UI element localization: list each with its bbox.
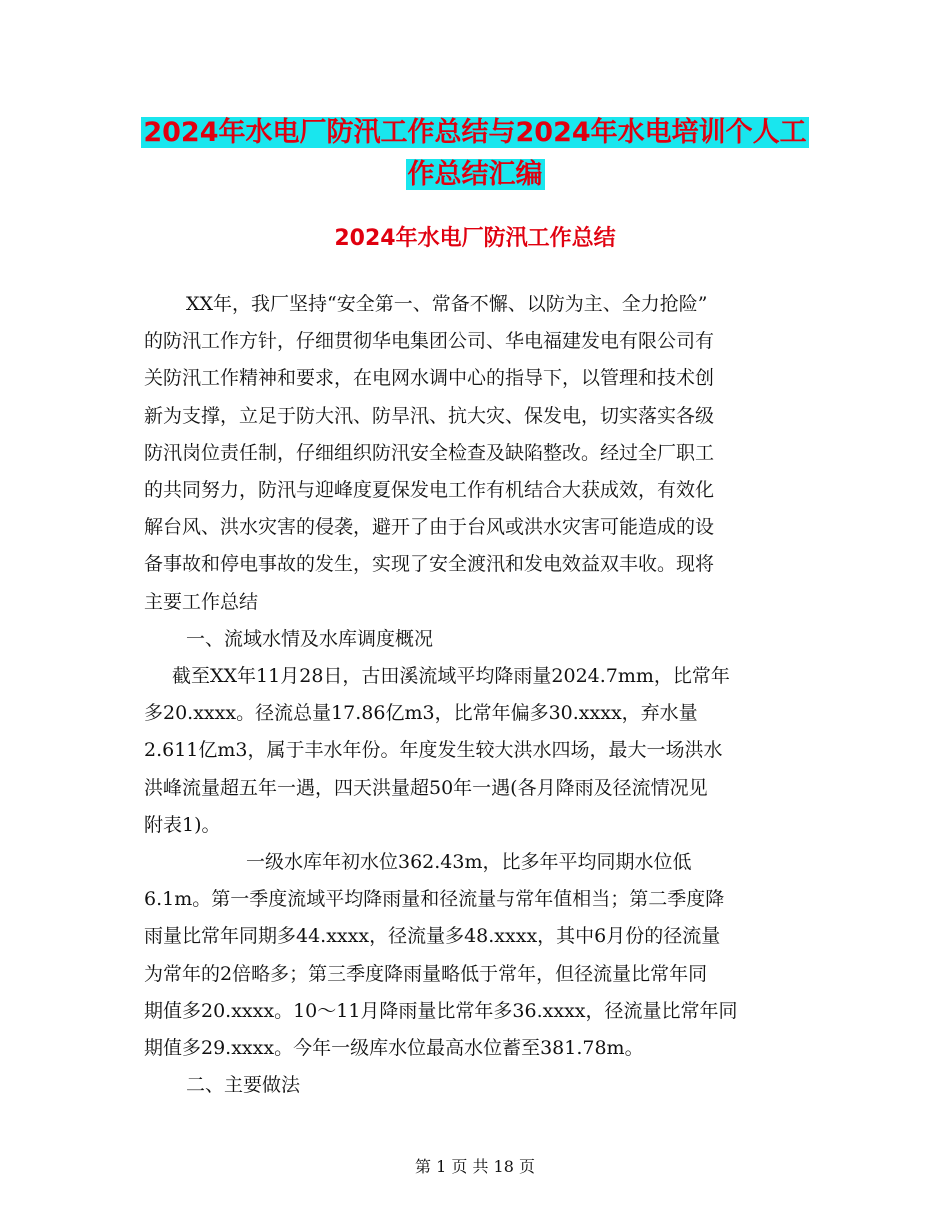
paragraph-line: 一级水库年初水位362.43m，比多年平均同期水位低	[246, 851, 692, 873]
paragraph-line: 雨量比常年同期多44.xxxx，径流量多48.xxxx，其中6月份的径流量	[144, 925, 721, 947]
paragraph-line: 新为支撑，立足于防大汛、防旱汛、抗大灾、保发电，切实落实各级	[144, 405, 715, 427]
paragraph-line: 附表1)。	[144, 814, 221, 836]
paragraph-line: 截至XX年11月28日，古田溪流域平均降雨量2024.7mm，比常年	[172, 665, 730, 687]
page-footer: 第 1 页 共 18 页	[415, 1157, 535, 1176]
heading-line: 一、流域水情及水库调度概况	[186, 628, 434, 650]
paragraph-line: 主要工作总结	[144, 591, 259, 613]
paragraph-line: 备事故和停电事故的发生，实现了安全渡汛和发电效益双丰收。现将	[144, 553, 715, 575]
paragraph-line: 2.611亿m3，属于丰水年份。年度发生较大洪水四场，最大一场洪水	[144, 739, 723, 761]
paragraph-line: 多20.xxxx。径流总量17.86亿m3，比常年偏多30.xxxx，弃水量	[144, 702, 698, 724]
heading-line: 二、主要做法	[186, 1074, 301, 1096]
document-title-line-1: 2024年水电厂防汛工作总结与2024年水电培训个人工	[143, 117, 807, 148]
section-title: 2024年水电厂防汛工作总结	[334, 226, 616, 251]
paragraph-line: XX年，我厂坚持“安全第一、常备不懈、以防为主、全力抢险”	[186, 293, 708, 315]
paragraph-line: 期值多20.xxxx。10～11月降雨量比常年多36.xxxx，径流量比常年同	[144, 1000, 738, 1022]
paragraph-line: 解台风、洪水灾害的侵袭，避开了由于台风或洪水灾害可能造成的设	[144, 516, 715, 538]
paragraph-line: 的共同努力，防汛与迎峰度夏保发电工作有机结合大获成效，有效化	[144, 479, 715, 501]
paragraph-line: 的防汛工作方针，仔细贯彻华电集团公司、华电福建发电有限公司有	[144, 330, 715, 352]
paragraph-line: 期值多29.xxxx。今年一级库水位最高水位蓄至381.78m。	[144, 1037, 644, 1059]
document-title-line-2: 作总结汇编	[407, 159, 543, 190]
paragraph-line: 洪峰流量超五年一遇，四天洪量超50年一遇(各月降雨及径流情况见	[144, 777, 708, 799]
paragraph-line: 6.1m。第一季度流域平均降雨量和径流量与常年值相当；第二季度降	[144, 888, 725, 910]
paragraph-line: 关防汛工作精神和要求，在电网水调中心的指导下，以管理和技术创	[144, 367, 715, 389]
paragraph-line: 防汛岗位责任制，仔细组织防汛安全检查及缺陷整改。经过全厂职工	[144, 442, 715, 464]
paragraph-line: 为常年的2倍略多；第三季度降雨量略低于常年，但径流量比常年同	[144, 963, 708, 985]
